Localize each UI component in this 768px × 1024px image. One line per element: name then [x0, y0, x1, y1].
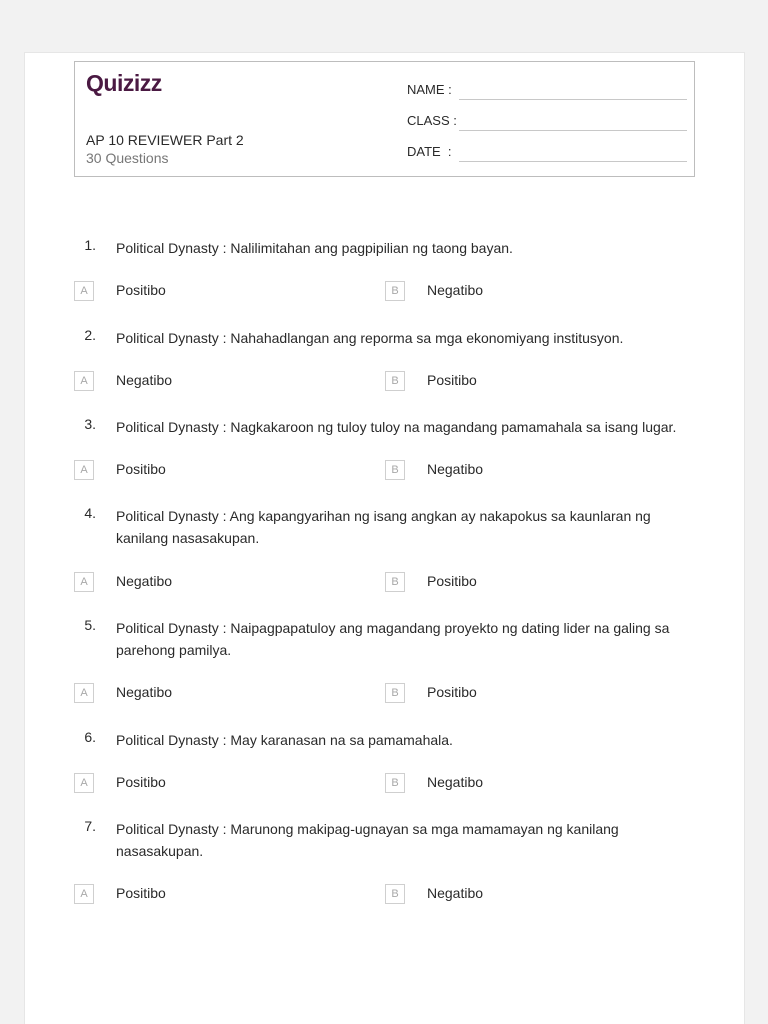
option-text: Negatibo: [116, 684, 173, 700]
name-line[interactable]: [459, 99, 687, 100]
option-text: Positibo: [427, 372, 477, 388]
question-number: 2.: [84, 327, 96, 343]
option-letter-box[interactable]: B: [385, 884, 405, 904]
option-text: Negatibo: [116, 573, 173, 589]
option-letter-box[interactable]: B: [385, 460, 405, 480]
class-label: CLASS :: [407, 113, 457, 128]
option-text: Negatibo: [427, 461, 484, 477]
option-letter-box[interactable]: A: [74, 460, 94, 480]
option-text: Positibo: [116, 885, 166, 901]
option-letter-box[interactable]: A: [74, 884, 94, 904]
option-letter-box[interactable]: A: [74, 683, 94, 703]
option-text: Positibo: [116, 774, 166, 790]
option-letter-box[interactable]: B: [385, 572, 405, 592]
date-label: DATE :: [407, 144, 452, 159]
option-letter-box[interactable]: A: [74, 371, 94, 391]
question-text: Political Dynasty : Nahahadlangan ang reporma sa mga ekonomiyang institusyon.: [116, 330, 624, 346]
question-count: 30 Questions: [86, 150, 169, 166]
quizizz-logo: Quizizz: [86, 70, 162, 96]
name-field[interactable]: [407, 80, 687, 100]
question-text: Political Dynasty : Naipagpapatuloy ang magandang proyekto ng dating lider na galing sa parehong pamilya.: [116, 620, 670, 658]
option-text: Negatibo: [116, 372, 173, 388]
date-field[interactable]: [407, 142, 687, 162]
option-letter-box[interactable]: B: [385, 281, 405, 301]
option-text: Negatibo: [427, 774, 484, 790]
option-text: Positibo: [427, 573, 477, 589]
class-field[interactable]: [407, 111, 687, 131]
option-text: Negatibo: [427, 282, 484, 298]
question-text: Political Dynasty : Marunong makipag-ugnayan sa mga mamamayan ng kanilang nasasakupan.: [116, 821, 619, 859]
worksheet-page: [24, 52, 745, 1024]
option-letter-box[interactable]: A: [74, 281, 94, 301]
date-line[interactable]: [459, 161, 687, 162]
option-letter-box[interactable]: B: [385, 773, 405, 793]
quiz-title: AP 10 REVIEWER Part 2: [86, 132, 244, 148]
worksheet-header: [74, 61, 695, 177]
name-label: NAME :: [407, 82, 452, 97]
question-text: Political Dynasty : Nagkakaroon ng tuloy tuloy na magandang pamamahala sa isang lugar.: [116, 419, 677, 435]
option-text: Positibo: [427, 684, 477, 700]
class-line[interactable]: [459, 130, 687, 131]
option-letter-box[interactable]: A: [74, 773, 94, 793]
question-number: 6.: [84, 729, 96, 745]
question-number: 1.: [84, 237, 96, 253]
question-number: 5.: [84, 617, 96, 633]
question-text: Political Dynasty : May karanasan na sa pamamahala.: [116, 732, 453, 748]
option-text: Positibo: [116, 282, 166, 298]
option-letter-box[interactable]: B: [385, 371, 405, 391]
question-number: 3.: [84, 416, 96, 432]
option-text: Positibo: [116, 461, 166, 477]
option-letter-box[interactable]: A: [74, 572, 94, 592]
question-number: 4.: [84, 505, 96, 521]
option-letter-box[interactable]: B: [385, 683, 405, 703]
question-text: Political Dynasty : Nalilimitahan ang pagpipilian ng taong bayan.: [116, 240, 513, 256]
option-text: Negatibo: [427, 885, 484, 901]
question-number: 7.: [84, 818, 96, 834]
question-text: Political Dynasty : Ang kapangyarihan ng isang angkan ay nakapokus sa kaunlaran ng kanilang nasasakupan.: [116, 508, 651, 546]
